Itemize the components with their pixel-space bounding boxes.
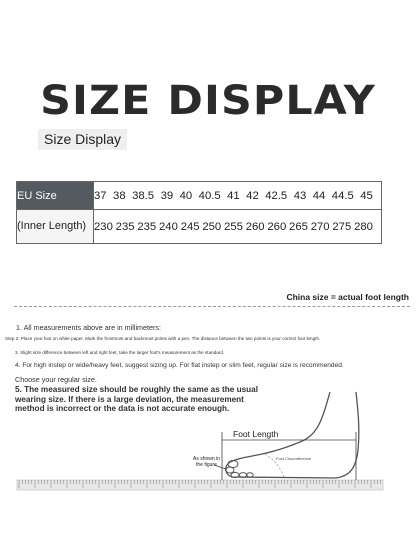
note-deviation: 5. The measured size should be roughly the same as the usual wearing size. If there is a large deviation, the measurement method is incorrect or the data is not accurate enough. <box>15 385 258 413</box>
as-shown-label-line: the figure <box>196 462 217 468</box>
eu-size-cell: 38 <box>113 189 126 202</box>
inner-length-cell: 260 <box>267 220 287 233</box>
as-shown-label-line: As shown in <box>193 456 220 462</box>
eu-size-cell: 42.5 <box>265 189 288 202</box>
inner-length-cell: 255 <box>224 220 243 233</box>
toe-icon <box>226 467 234 473</box>
inner-length-cell: 250 <box>202 220 222 233</box>
eu-size-cell: 40.5 <box>198 189 221 202</box>
toe-icon <box>228 461 238 468</box>
eu-size-cell: 45 <box>360 189 373 202</box>
inner-length-cell: 230 <box>94 220 113 233</box>
note-regular-size: Choose your regular size. <box>15 375 97 384</box>
foot-length-label: Foot Length <box>233 429 279 439</box>
china-size-note: China size = actual foot length <box>286 292 409 302</box>
eu-size-cell: 41 <box>227 189 240 202</box>
inner-length-cell: 265 <box>289 220 308 233</box>
ruler <box>17 480 383 490</box>
eu-size-cell: 44.5 <box>331 189 354 202</box>
inner-length-cell: 260 <box>245 220 265 233</box>
page-title: SIZE DISPLAY <box>40 78 376 124</box>
inner-length-cell: 235 <box>115 220 135 233</box>
circumference-label: Foot Circumference <box>276 456 312 461</box>
inner-length-cell: 240 <box>159 220 178 233</box>
note-left-right: 3. Slight size difference between left and right feet, take the larger foot's measurement as the standard. <box>15 350 225 355</box>
eu-size-cell: 43 <box>293 189 307 202</box>
section-subtitle: Size Display <box>38 129 127 150</box>
divider <box>14 306 410 307</box>
inner-length-label: (Inner Length) <box>17 210 94 244</box>
eu-size-values <box>94 190 381 202</box>
inner-length-cell: 280 <box>354 220 373 233</box>
inner-length-cell: 235 <box>137 220 157 233</box>
eu-size-cell: 38.5 <box>132 189 155 202</box>
eu-size-cell: 39 <box>160 189 174 202</box>
eu-size-cell: 37 <box>94 189 107 202</box>
inner-length-values <box>94 221 381 233</box>
foot-measure-illustration <box>0 380 416 555</box>
eu-size-row <box>17 182 382 210</box>
note-step-2: Step 2: Place your foot on white paper. Mark the frontmost and backmost points with a pen. The distance between the two points is your correct foot length. <box>5 336 321 341</box>
eu-size-cell: 42 <box>246 189 259 202</box>
inner-length-cell: 245 <box>180 220 200 233</box>
inner-length-row <box>17 210 382 244</box>
inner-length-cell: 275 <box>332 220 352 233</box>
note-instep: 4. For high instep or wide/heavy feet, suggest sizing up. For flat instep or slim feet, regular size is recommended. <box>15 362 344 369</box>
inner-length-cell: 270 <box>310 220 330 233</box>
eu-size-cell: 40 <box>179 189 193 202</box>
size-table <box>16 181 382 244</box>
eu-size-cell: 44 <box>312 189 326 202</box>
eu-size-label: EU Size <box>17 182 94 210</box>
note-measurements: 1. All measurements above are in millimeters: <box>16 323 162 332</box>
